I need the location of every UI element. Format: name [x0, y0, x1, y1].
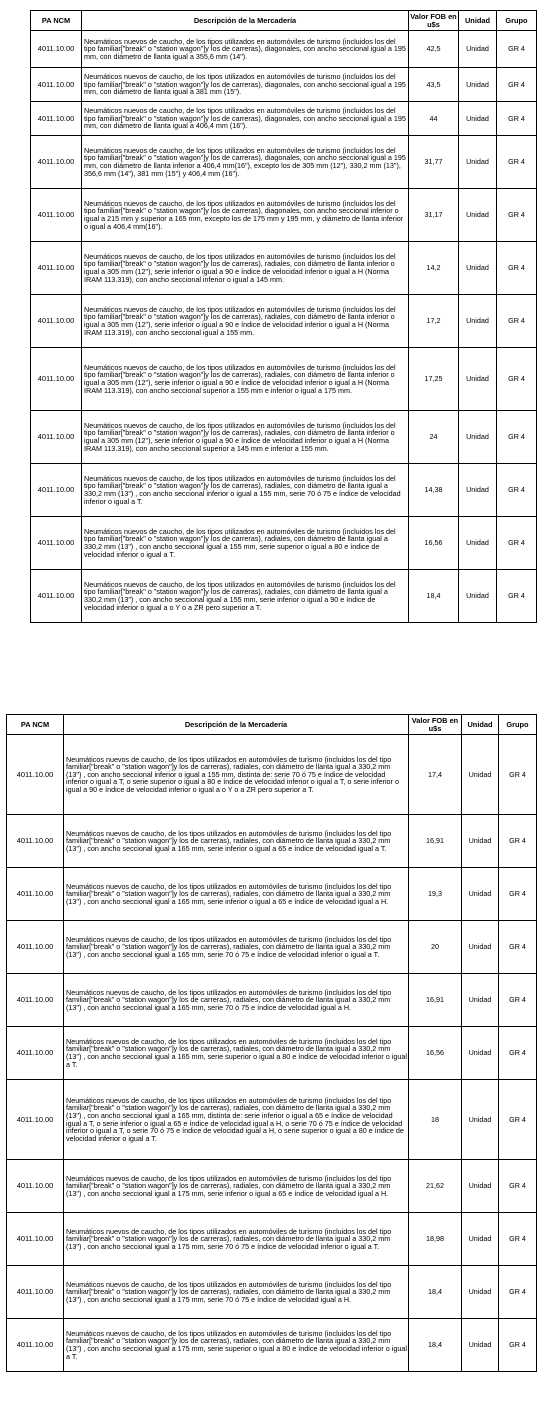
table-row [7, 868, 537, 921]
cell-description: Neumáticos nuevos de caucho, de los tipos utilizados en automóviles de turismo (incluidos los del tipo familiar["break" o "station wagon"]y los de carreras), diagonales, con ancho seccional igual a 195 mm, con diámetro de llanta igual a 406,4 mm (16"). [82, 102, 409, 136]
cell-description: Neumáticos nuevos de caucho, de los tipos utilizados en automóviles de turismo (incluidos los del tipo familiar["break" o "station wagon"]y los de carreras), diagonales, con ancho seccional inferior o igual a 215 mm y superior a 165 mm, excepto los de 175 mm y 195 mm, y diámetro de llanta inferior o igual a 406,4 mm(16"). [82, 189, 409, 242]
cell-unit: Unidad [459, 68, 497, 102]
header-description: Descripción de la Mercadería [64, 715, 409, 735]
cell-group: GR 4 [497, 295, 537, 348]
table-row [31, 136, 537, 189]
table-row [7, 1319, 537, 1372]
cell-group: GR 4 [497, 31, 537, 68]
cell-description: Neumáticos nuevos de caucho, de los tipos utilizados en automóviles de turismo (incluidos los del tipo familiar["break" o "station wagon"]y los de carreras), radiales, con diámetro de llanta igual a 330,2 mm (13") , con ancho seccional igual a 155 mm, serie superior o igual a 80 e índice de velocidad inferior o igual a T. [82, 517, 409, 570]
cell-code: 4011.10.00 [7, 1080, 64, 1160]
cell-code: 4011.10.00 [7, 1213, 64, 1266]
cell-code: 4011.10.00 [7, 1027, 64, 1080]
table-row [7, 1266, 537, 1319]
cell-unit: Unidad [459, 31, 497, 68]
tariff-table-1 [30, 10, 537, 623]
cell-description: Neumáticos nuevos de caucho, de los tipos utilizados en automóviles de turismo (incluidos los del tipo familiar["break" o "station wagon"]y los de carreras), radiales, con diámetro de llanta igual a 330,2 mm (13") , con ancho seccional igual a 175 mm, serie superior o igual a 80 e índice de velocidad inferior o igual a T. [64, 1319, 409, 1372]
table-row [31, 68, 537, 102]
cell-value: 14,38 [409, 464, 459, 517]
table-row [31, 295, 537, 348]
cell-group: GR 4 [497, 68, 537, 102]
cell-code: 4011.10.00 [31, 242, 82, 295]
cell-value: 43,5 [409, 68, 459, 102]
cell-description: Neumáticos nuevos de caucho, de los tipos utilizados en automóviles de turismo (incluidos los del tipo familiar["break" o "station wagon"]y los de carreras), radiales, con diámetro de llanta igual a 330,2 mm (13") , con ancho seccional igual a 165 mm, distinta de: serie inferior o igual a 65 e índice de velocidad igual a T, o serie inferior o igual a 65 e índice de velocidad igual a H, o serie 70 ó 75 e índice de velocidad inferior o igual a T, o serie 70 ó 75 e índice de velocidad igual a H, o serie superior o igual a 80 e índice de velocidad inferior o igual a T. [64, 1080, 409, 1160]
table-row [7, 735, 537, 815]
cell-unit: Unidad [462, 1027, 499, 1080]
cell-value: 42,5 [409, 31, 459, 68]
cell-unit: Unidad [462, 1266, 499, 1319]
cell-group: GR 4 [499, 735, 537, 815]
cell-code: 4011.10.00 [7, 735, 64, 815]
cell-unit: Unidad [462, 815, 499, 868]
cell-unit: Unidad [459, 570, 497, 623]
cell-value: 18,4 [409, 1266, 462, 1319]
cell-group: GR 4 [499, 921, 537, 974]
cell-code: 4011.10.00 [31, 136, 82, 189]
cell-value: 16,56 [409, 1027, 462, 1080]
header-description: Descripción de la Mercadería [82, 11, 409, 31]
cell-description: Neumáticos nuevos de caucho, de los tipos utilizados en automóviles de turismo (incluidos los del tipo familiar["break" o "station wagon"]y los de carreras), diagonales, con ancho seccional igual a 195 mm, con diámetro de llanta igual a 381 mm (15"). [82, 68, 409, 102]
cell-group: GR 4 [497, 411, 537, 464]
cell-unit: Unidad [462, 1160, 499, 1213]
cell-group: GR 4 [497, 348, 537, 411]
table-body [7, 735, 537, 1372]
header-code: PA NCM [31, 11, 82, 31]
cell-code: 4011.10.00 [7, 1160, 64, 1213]
cell-description: Neumáticos nuevos de caucho, de los tipos utilizados en automóviles de turismo (incluidos los del tipo familiar["break" o "station wagon"]y los de carreras), radiales, con diámetro de llanta igual a 330,2 mm (13") , con ancho seccional inferior o igual a 155 mm, distinta de: serie 70 ó 75 e índice de velocidad inferior o igual a T, o serie superior o igual a 80 e índice de velocidad inferior o igual a T, o serie inferior o igual a 90 e índice de velocidad inferior o igual a o Y o a ZR pero superior a T. [64, 735, 409, 815]
table-row [7, 815, 537, 868]
cell-group: GR 4 [497, 570, 537, 623]
header-group: Grupo [499, 715, 537, 735]
cell-group: GR 4 [499, 974, 537, 1027]
cell-description: Neumáticos nuevos de caucho, de los tipos utilizados en automóviles de turismo (incluidos los del tipo familiar["break" o "station wagon"]y los de carreras), radiales, con diámetro de llanta igual a 330,2 mm (13") , con ancho seccional igual a 165 mm, serie inferior o igual a 65 e índice de velocidad igual a H. [64, 868, 409, 921]
cell-value: 18 [409, 1080, 462, 1160]
cell-code: 4011.10.00 [31, 31, 82, 68]
table-row [7, 1160, 537, 1213]
cell-unit: Unidad [462, 1319, 499, 1372]
cell-code: 4011.10.00 [31, 102, 82, 136]
table-row [7, 921, 537, 974]
cell-unit: Unidad [462, 1213, 499, 1266]
cell-unit: Unidad [459, 102, 497, 136]
table-row [31, 411, 537, 464]
table-row [31, 570, 537, 623]
cell-value: 31,77 [409, 136, 459, 189]
cell-value: 16,56 [409, 517, 459, 570]
cell-unit: Unidad [459, 517, 497, 570]
cell-unit: Unidad [459, 464, 497, 517]
cell-description: Neumáticos nuevos de caucho, de los tipos utilizados en automóviles de turismo (incluidos los del tipo familiar["break" o "station wagon"]y los de carreras), radiales, con diámetro de llanta igual a 330,2 mm (13") , con ancho seccional igual a 175 mm, serie 70 ó 75 e índice de velocidad igual a H. [64, 1266, 409, 1319]
cell-description: Neumáticos nuevos de caucho, de los tipos utilizados en automóviles de turismo (incluidos los del tipo familiar["break" o "station wagon"]y los de carreras), radiales, con diámetro de llanta igual a 330,2 mm (13") , con ancho seccional igual a 165 mm, serie 70 ó 75 e índice de velocidad igual a H. [64, 974, 409, 1027]
cell-description: Neumáticos nuevos de caucho, de los tipos utilizados en automóviles de turismo (incluidos los del tipo familiar["break" o "station wagon"]y los de carreras), radiales, con diámetro de llanta inferior o igual a 305 mm (12"), serie inferior o igual a 90 e índice de velocidad inferior o igual a H (Norma IRAM 113.319), con ancho seccional igual a 155 mm. [82, 295, 409, 348]
cell-unit: Unidad [462, 868, 499, 921]
cell-code: 4011.10.00 [31, 348, 82, 411]
cell-code: 4011.10.00 [31, 411, 82, 464]
cell-code: 4011.10.00 [31, 517, 82, 570]
table-row [7, 1080, 537, 1160]
cell-group: GR 4 [497, 517, 537, 570]
cell-code: 4011.10.00 [7, 815, 64, 868]
tariff-table-2 [6, 714, 537, 1372]
cell-value: 16,91 [409, 974, 462, 1027]
cell-value: 18,98 [409, 1213, 462, 1266]
header-group: Grupo [497, 11, 537, 31]
table-row [31, 464, 537, 517]
cell-group: GR 4 [497, 102, 537, 136]
header-value: Valor FOB en u$s [410, 11, 457, 29]
table-row [31, 102, 537, 136]
cell-code: 4011.10.00 [7, 1266, 64, 1319]
cell-group: GR 4 [499, 1080, 537, 1160]
cell-description: Neumáticos nuevos de caucho, de los tipos utilizados en automóviles de turismo (incluidos los del tipo familiar["break" o "station wagon"]y los de carreras), radiales, con diámetro de llanta igual a 330,2 mm (13") , con ancho seccional inferior o igual a 155 mm, serie 70 ó 75 e índice de velocidad inferior o igual a T. [82, 464, 409, 517]
cell-unit: Unidad [462, 735, 499, 815]
cell-group: GR 4 [499, 1027, 537, 1080]
table-row [31, 517, 537, 570]
cell-unit: Unidad [462, 1080, 499, 1160]
cell-code: 4011.10.00 [31, 68, 82, 102]
cell-value: 16,91 [409, 815, 462, 868]
cell-value: 14,2 [409, 242, 459, 295]
cell-description: Neumáticos nuevos de caucho, de los tipos utilizados en automóviles de turismo (incluidos los del tipo familiar["break" o "station wagon"]y los de carreras), diagonales, con ancho seccional igual a 195 mm, con diámetro de llanta inferior a 406,4 mm(16"), excepto los de 305 mm (12"), 330,2 mm (13"), 356,6 mm (14"), 381 mm (15") y 406,4 mm (16"). [82, 136, 409, 189]
cell-description: Neumáticos nuevos de caucho, de los tipos utilizados en automóviles de turismo (incluidos los del tipo familiar["break" o "station wagon"]y los de carreras), radiales, con diámetro de llanta igual a 330,2 mm (13") , con ancho seccional igual a 175 mm, serie 70 ó 75 e índice de velocidad inferior o igual a T. [64, 1213, 409, 1266]
cell-value: 17,2 [409, 295, 459, 348]
cell-description: Neumáticos nuevos de caucho, de los tipos utilizados en automóviles de turismo (incluidos los del tipo familiar["break" o "station wagon"]y los de carreras), radiales, con diámetro de llanta igual a 330,2 mm (13") , con ancho seccional igual a 165 mm, serie 70 ó 75 e índice de velocidad inferior o igual a T. [64, 921, 409, 974]
cell-group: GR 4 [499, 815, 537, 868]
cell-value: 18,4 [409, 1319, 462, 1372]
cell-unit: Unidad [462, 974, 499, 1027]
cell-group: GR 4 [497, 464, 537, 517]
cell-value: 24 [409, 411, 459, 464]
cell-group: GR 4 [499, 1319, 537, 1372]
cell-code: 4011.10.00 [7, 868, 64, 921]
cell-group: GR 4 [499, 1266, 537, 1319]
table-body [31, 31, 537, 623]
table-row [7, 974, 537, 1027]
table-row [31, 31, 537, 68]
cell-value: 20 [409, 921, 462, 974]
cell-value: 17,25 [409, 348, 459, 411]
cell-code: 4011.10.00 [7, 1319, 64, 1372]
cell-unit: Unidad [459, 348, 497, 411]
table-row [7, 1027, 537, 1080]
cell-code: 4011.10.00 [31, 189, 82, 242]
cell-group: GR 4 [499, 868, 537, 921]
header-unit: Unidad [462, 715, 499, 735]
cell-description: Neumáticos nuevos de caucho, de los tipos utilizados en automóviles de turismo (incluidos los del tipo familiar["break" o "station wagon"]y los de carreras), radiales, con diámetro de llanta inferior o igual a 305 mm (12"), serie inferior o igual a 90 e índice de velocidad inferior o igual a H (Norma IRAM 113.319), con ancho seccional superior a 145 mm e inferior a 155 mm. [82, 411, 409, 464]
cell-unit: Unidad [459, 295, 497, 348]
header-row [7, 715, 537, 735]
cell-value: 31,17 [409, 189, 459, 242]
cell-description: Neumáticos nuevos de caucho, de los tipos utilizados en automóviles de turismo (incluidos los del tipo familiar["break" o "station wagon"]y los de carreras), radiales, con diámetro de llanta igual a 330,2 mm (13") , con ancho seccional igual a 165 mm, serie superior o igual a 80 e índice de velocidad inferior o igual a T. [64, 1027, 409, 1080]
cell-description: Neumáticos nuevos de caucho, de los tipos utilizados en automóviles de turismo (incluidos los del tipo familiar["break" o "station wagon"]y los de carreras), radiales, con diámetro de llanta igual a 330,2 mm (13") , con ancho seccional igual a 155 mm, serie inferior o igual a 90 e índice de velocidad inferior o igual a o Y o a ZR pero superior a T. [82, 570, 409, 623]
cell-unit: Unidad [462, 921, 499, 974]
header-row [31, 11, 537, 31]
cell-description: Neumáticos nuevos de caucho, de los tipos utilizados en automóviles de turismo (incluidos los del tipo familiar["break" o "station wagon"]y los de carreras), radiales, con diámetro de llanta inferior o igual a 305 mm (12"), serie inferior o igual a 90 e índice de velocidad inferior o igual a H (Norma IRAM 113.319), con ancho seccional superior a 155 mm e inferior o igual a 175 mm. [82, 348, 409, 411]
cell-value: 21,62 [409, 1160, 462, 1213]
cell-description: Neumáticos nuevos de caucho, de los tipos utilizados en automóviles de turismo (incluidos los del tipo familiar["break" o "station wagon"]y los de carreras), radiales, con diámetro de llanta inferior o igual a 305 mm (12"), serie inferior o igual a 90 e índice de velocidad inferior o igual a H (Norma IRAM 113.319), con ancho seccional inferior o igual a 145 mm. [82, 242, 409, 295]
cell-group: GR 4 [497, 189, 537, 242]
cell-value: 17,4 [409, 735, 462, 815]
table-row [31, 189, 537, 242]
cell-unit: Unidad [459, 136, 497, 189]
cell-description: Neumáticos nuevos de caucho, de los tipos utilizados en automóviles de turismo (incluidos los del tipo familiar["break" o "station wagon"]y los de carreras), diagonales, con ancho seccional igual a 195 mm, con diámetro de llanta igual a 355,6 mm (14"). [82, 31, 409, 68]
cell-unit: Unidad [459, 411, 497, 464]
cell-group: GR 4 [497, 242, 537, 295]
cell-code: 4011.10.00 [7, 974, 64, 1027]
header-code: PA NCM [7, 715, 64, 735]
table-row [7, 1213, 537, 1266]
header-value: Valor FOB en u$s [409, 715, 462, 735]
cell-group: GR 4 [499, 1213, 537, 1266]
cell-code: 4011.10.00 [31, 570, 82, 623]
cell-description: Neumáticos nuevos de caucho, de los tipos utilizados en automóviles de turismo (incluidos los del tipo familiar["break" o "station wagon"]y los de carreras), radiales, con diámetro de llanta igual a 330,2 mm (13") , con ancho seccional igual a 165 mm, serie inferior o igual a 65 e índice de velocidad igual a T. [64, 815, 409, 868]
cell-code: 4011.10.00 [7, 921, 64, 974]
cell-unit: Unidad [459, 189, 497, 242]
cell-description: Neumáticos nuevos de caucho, de los tipos utilizados en automóviles de turismo (incluidos los del tipo familiar["break" o "station wagon"]y los de carreras), radiales, con diámetro de llanta igual a 330,2 mm (13") , con ancho seccional igual a 175 mm, serie inferior o igual a 65 e índice de velocidad igual a H. [64, 1160, 409, 1213]
cell-code: 4011.10.00 [31, 464, 82, 517]
cell-unit: Unidad [459, 242, 497, 295]
cell-group: GR 4 [497, 136, 537, 189]
header-unit: Unidad [459, 11, 497, 31]
cell-value: 18,4 [409, 570, 459, 623]
cell-group: GR 4 [499, 1160, 537, 1213]
cell-value: 44 [409, 102, 459, 136]
cell-code: 4011.10.00 [31, 295, 82, 348]
cell-value: 19,3 [409, 868, 462, 921]
table-row [31, 348, 537, 411]
table-row [31, 242, 537, 295]
